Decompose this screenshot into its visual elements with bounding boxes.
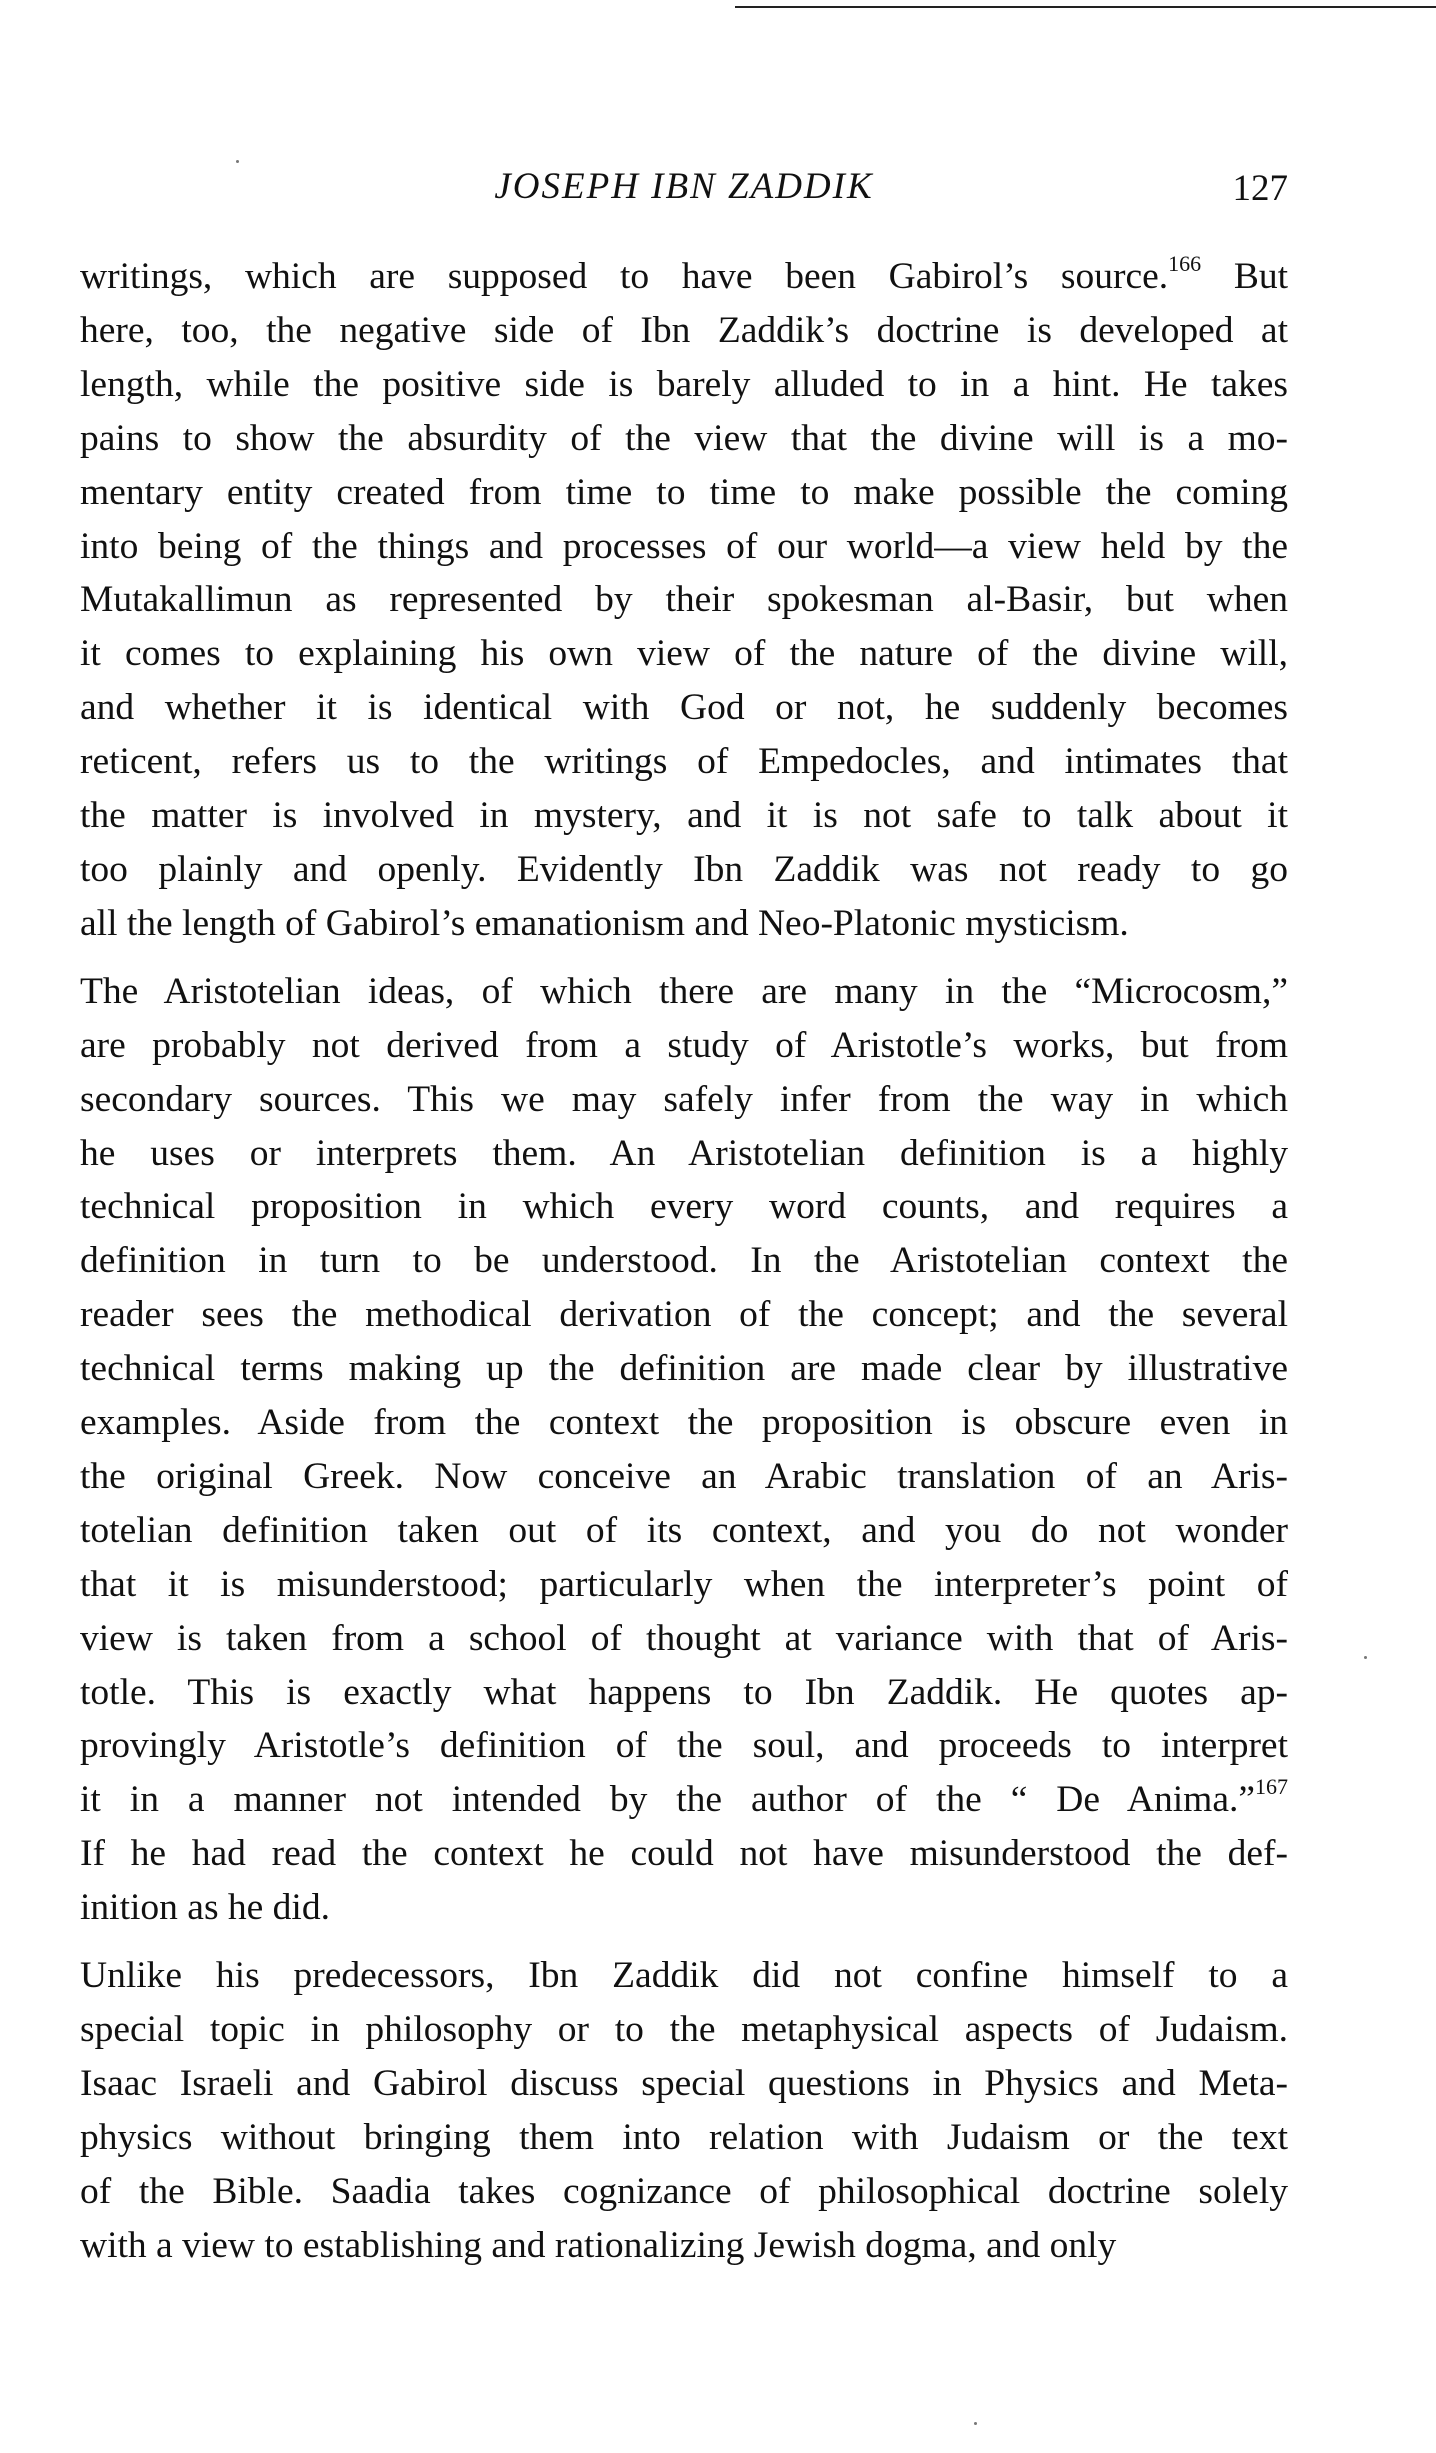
running-header [80, 165, 1288, 221]
text-run: secondary sources. This we may safely infer from the way in which [80, 1078, 1288, 1120]
paragraph [80, 1949, 1288, 2272]
top-edge-rule [735, 6, 1436, 8]
text-line [80, 2003, 1288, 2057]
text-run: into being of the things and processes of our world—a view held by the [80, 525, 1288, 567]
text-line [80, 1234, 1288, 1288]
text-run: view is taken from a school of thought at variance with that of Aris- [80, 1617, 1288, 1659]
text-line [80, 1558, 1288, 1612]
footnote-marker: 166 [1168, 250, 1202, 276]
text-line [80, 412, 1288, 466]
text-run: definition in turn to be understood. In the Aristotelian context the [80, 1240, 1288, 1282]
text-line [80, 1288, 1288, 1342]
scan-speck [236, 160, 239, 163]
text-line [80, 304, 1288, 358]
text-run: it comes to explaining his own view of the nature of the divine will, [80, 633, 1288, 675]
text-run: it in a manner not intended by the author of the “ De Anima.” [80, 1779, 1255, 1821]
text-line [80, 1612, 1288, 1666]
text-run: Unlike his predecessors, Ibn Zaddik did not confine himself to a [80, 1955, 1288, 1997]
text-line [80, 250, 1288, 304]
text-line [80, 2057, 1288, 2111]
text-run: totelian definition taken out of its context, and you do not wonder [80, 1509, 1288, 1551]
text-line [80, 1773, 1288, 1827]
text-line [80, 1073, 1288, 1127]
text-run: too plainly and openly. Evidently Ibn Zaddik was not ready to go [80, 848, 1288, 890]
text-run: inition as he did. [80, 1887, 330, 1929]
text-line [80, 1504, 1288, 1558]
text-line [80, 897, 1288, 951]
text-run: If he had read the context he could not have misunderstood the def- [80, 1833, 1288, 1875]
text-run: provingly Aristotle’s definition of the soul, and proceeds to interpret [80, 1725, 1288, 1767]
text-run: technical proposition in which every word counts, and requires a [80, 1186, 1288, 1228]
text-line [80, 466, 1288, 520]
text-line [80, 735, 1288, 789]
paragraph [80, 965, 1288, 1935]
text-run: pains to show the absurdity of the view that the divine will is a mo- [80, 417, 1288, 459]
text-line [80, 965, 1288, 1019]
footnote-marker: 167 [1255, 1773, 1288, 1799]
text-run: physics without bringing them into relation with Judaism or the text [80, 2116, 1288, 2158]
text-run: The Aristotelian ideas, of which there are many in the “Microcosm,” [80, 970, 1288, 1012]
text-run: the original Greek. Now conceive an Arabic translation of an Aris- [80, 1455, 1288, 1497]
text-run: Mutakallimun as represented by their spokesman al-Basir, but when [80, 579, 1288, 621]
text-run: of the Bible. Saadia takes cognizance of philosophical doctrine solely [80, 2170, 1288, 2212]
text-run: and whether it is identical with God or not, he suddenly becomes [80, 687, 1288, 729]
scan-speck [974, 2422, 977, 2425]
text-line [80, 1127, 1288, 1181]
text-line [80, 2111, 1288, 2165]
text-run: here, too, the negative side of Ibn Zaddik’s doctrine is developed at [80, 309, 1288, 351]
text-run: all the length of Gabirol’s emanationism and Neo-Platonic mysticism. [80, 902, 1129, 944]
paragraph [80, 250, 1288, 951]
page-number: 127 [1232, 168, 1288, 209]
text-run: he uses or interprets them. An Aristotelian definition is a highly [80, 1132, 1288, 1174]
running-title: JOSEPH IBN ZADDIK [494, 166, 874, 207]
text-line [80, 573, 1288, 627]
body-text [80, 250, 1288, 2273]
text-run: technical terms making up the definition are made clear by illustrative [80, 1348, 1288, 1390]
text-line [80, 681, 1288, 735]
text-run: writings, which are supposed to have been Gabirol’s source. [80, 256, 1169, 297]
text-run: with a view to establishing and rationalizing Jewish dogma, and only [80, 2224, 1117, 2266]
text-line [80, 789, 1288, 843]
scan-speck [1364, 1656, 1367, 1659]
text-line [80, 1719, 1288, 1773]
text-run: are probably not derived from a study of Aristotle’s works, but from [80, 1024, 1288, 1066]
text-run: special topic in philosophy or to the metaphysical aspects of Judaism. [80, 2009, 1288, 2050]
text-run: that it is misunderstood; particularly when the interpreter’s point of [80, 1563, 1288, 1605]
text-line [80, 2165, 1288, 2219]
text-line [80, 2219, 1288, 2273]
text-line [80, 1342, 1288, 1396]
text-run: examples. Aside from the context the proposition is obscure even in [80, 1402, 1288, 1444]
text-line [80, 1881, 1288, 1935]
text-line [80, 627, 1288, 681]
text-run: totle. This is exactly what happens to Ibn Zaddik. He quotes ap- [80, 1671, 1288, 1713]
text-line [80, 1019, 1288, 1073]
text-line [80, 843, 1288, 897]
text-line [80, 1396, 1288, 1450]
text-line [80, 1666, 1288, 1720]
text-line [80, 520, 1288, 574]
text-line [80, 1949, 1288, 2003]
text-run: reticent, refers us to the writings of Empedocles, and intimates that [80, 741, 1288, 783]
text-run: the matter is involved in mystery, and it is not safe to talk about it [80, 795, 1288, 837]
text-line [80, 1180, 1288, 1234]
text-line [80, 358, 1288, 412]
text-run: But [1201, 256, 1288, 297]
text-run: Isaac Israeli and Gabirol discuss special questions in Physics and Meta- [80, 2062, 1288, 2104]
text-line [80, 1450, 1288, 1504]
text-run: mentary entity created from time to time to make possible the coming [80, 471, 1288, 513]
text-line [80, 1827, 1288, 1881]
text-run: length, while the positive side is barely alluded to in a hint. He takes [80, 363, 1288, 405]
text-run: reader sees the methodical derivation of the concept; and the several [80, 1294, 1288, 1336]
